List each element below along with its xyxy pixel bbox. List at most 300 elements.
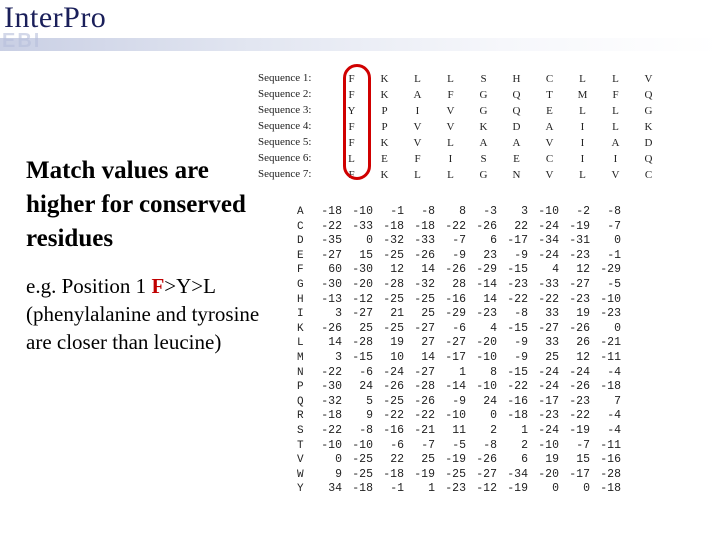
matrix-value: -10	[538, 205, 559, 218]
alignment-residue: C	[545, 153, 554, 165]
alignment-residue: V	[413, 137, 422, 149]
matrix-value: -16	[383, 423, 404, 437]
example-highlight: F	[151, 274, 165, 298]
matrix-value: -9	[452, 394, 466, 408]
matrix-value: -15	[352, 350, 373, 364]
matrix-value: -10	[445, 409, 466, 423]
alignment-residue: Q	[512, 105, 521, 117]
alignment-residue: L	[447, 73, 454, 85]
matrix-value: 28	[452, 277, 466, 291]
matrix-row	[297, 407, 621, 422]
matrix-value: -20	[476, 336, 497, 350]
alignment-residue: Y	[347, 105, 356, 117]
matrix-value: -26	[476, 453, 497, 467]
sequence-label: Sequence 3:	[258, 104, 312, 116]
alignment-residue: A	[545, 121, 554, 133]
matrix-value: -19	[414, 467, 435, 481]
matrix-value: -26	[414, 394, 435, 408]
matrix-row	[297, 451, 621, 466]
matrix-value: 15	[359, 248, 373, 262]
alignment-residue: C	[545, 73, 554, 85]
matrix-row	[297, 378, 621, 393]
alignment-residue: I	[415, 105, 420, 117]
alignment-row	[335, 166, 665, 182]
matrix-value: -22	[507, 380, 528, 394]
matrix-value: -24	[538, 423, 559, 437]
matrix-value: -9	[452, 248, 466, 262]
score-matrix	[297, 203, 621, 495]
interpro-logo: InterPro	[4, 1, 107, 34]
matrix-value: -26	[445, 263, 466, 277]
matrix-value: -8	[514, 307, 528, 321]
alignment-residue: D	[512, 121, 521, 133]
matrix-row	[297, 334, 621, 349]
matrix-row	[297, 261, 621, 276]
alignment-residue: I	[580, 153, 585, 165]
alignment-residue: N	[512, 169, 521, 181]
matrix-value: 3	[521, 205, 528, 218]
matrix-value: -24	[538, 219, 559, 233]
matrix-value: 22	[514, 219, 528, 233]
matrix-value: -1	[607, 248, 621, 262]
matrix-value: -18	[600, 482, 621, 496]
matrix-value: -29	[600, 263, 621, 277]
matrix-value: -25	[352, 467, 373, 481]
sequence-label: Sequence 5:	[258, 136, 312, 148]
matrix-value: -25	[383, 394, 404, 408]
alignment-residue: F	[348, 89, 355, 101]
amino-acid-label: R	[297, 410, 304, 423]
matrix-value: -26	[414, 248, 435, 262]
matrix-value: -25	[383, 248, 404, 262]
matrix-value: 22	[390, 453, 404, 467]
alignment-row	[335, 102, 665, 118]
alignment-residue: L	[612, 121, 619, 133]
matrix-value: -28	[414, 380, 435, 394]
matrix-value: -20	[538, 467, 559, 481]
matrix-value: 0	[335, 453, 342, 467]
amino-acid-label: W	[297, 468, 304, 481]
matrix-value: -22	[445, 219, 466, 233]
matrix-value: -22	[383, 409, 404, 423]
matrix-value: 21	[390, 307, 404, 321]
matrix-value: -11	[600, 350, 621, 364]
alignment-residue: L	[612, 73, 619, 85]
matrix-value: -8	[483, 438, 497, 452]
alignment-residue: V	[611, 169, 620, 181]
alignment-residue: F	[612, 89, 619, 101]
matrix-value: 1	[459, 365, 466, 379]
alignment-residue: L	[447, 169, 454, 181]
matrix-value: -12	[476, 482, 497, 496]
matrix-value: -26	[476, 219, 497, 233]
sequence-alignment	[335, 70, 665, 182]
matrix-value: 9	[335, 467, 342, 481]
matrix-value: 23	[483, 248, 497, 262]
matrix-value: -12	[352, 292, 373, 306]
matrix-value: -21	[414, 423, 435, 437]
alignment-residue: V	[446, 105, 455, 117]
matrix-value: -5	[452, 438, 466, 452]
alignment-residue: L	[447, 137, 454, 149]
matrix-row	[297, 393, 621, 408]
matrix-value: -30	[321, 277, 342, 291]
matrix-value: -32	[383, 234, 404, 248]
matrix-value: -14	[476, 277, 497, 291]
matrix-value: 2	[521, 438, 528, 452]
matrix-value: 0	[583, 482, 590, 496]
matrix-value: -22	[507, 292, 528, 306]
logo-ghost-mark: EBI	[2, 30, 42, 52]
alignment-residue: K	[479, 121, 488, 133]
matrix-row	[297, 437, 621, 452]
matrix-value: -28	[383, 277, 404, 291]
alignment-residue: S	[480, 153, 487, 165]
matrix-value: -18	[321, 205, 342, 218]
matrix-row	[297, 466, 621, 481]
alignment-residue: F	[414, 153, 421, 165]
matrix-value: 5	[366, 394, 373, 408]
matrix-value: -25	[383, 292, 404, 306]
matrix-row	[297, 480, 621, 495]
matrix-row	[297, 232, 621, 247]
matrix-value: 25	[545, 350, 559, 364]
matrix-value: -23	[569, 248, 590, 262]
example-prefix: e.g. Position 1	[26, 274, 152, 298]
matrix-value: 33	[545, 307, 559, 321]
matrix-value: 34	[328, 482, 342, 496]
matrix-value: 19	[390, 336, 404, 350]
alignment-residue: Q	[644, 153, 653, 165]
matrix-value: -27	[352, 307, 373, 321]
alignment-residue: P	[381, 105, 388, 117]
matrix-value: 0	[614, 234, 621, 248]
alignment-residue: G	[479, 105, 488, 117]
matrix-value: -6	[390, 438, 404, 452]
alignment-row	[335, 86, 665, 102]
matrix-value: -9	[514, 248, 528, 262]
matrix-value: 25	[421, 453, 435, 467]
matrix-value: -25	[383, 321, 404, 335]
amino-acid-label: V	[297, 454, 304, 467]
matrix-value: 25	[359, 321, 373, 335]
matrix-row	[297, 349, 621, 364]
sequence-label: Sequence 1:	[258, 72, 312, 84]
alignment-residue: L	[579, 169, 586, 181]
logo-banner	[0, 0, 720, 52]
matrix-value: 9	[366, 409, 373, 423]
matrix-row	[297, 247, 621, 262]
amino-acid-label: Q	[297, 395, 304, 408]
amino-acid-label: K	[297, 322, 304, 335]
alignment-row	[335, 70, 665, 86]
alignment-residue: A	[413, 89, 422, 101]
matrix-value: -25	[414, 292, 435, 306]
matrix-value: -33	[414, 234, 435, 248]
matrix-value: -21	[600, 336, 621, 350]
matrix-value: -10	[352, 438, 373, 452]
matrix-value: 14	[421, 263, 435, 277]
matrix-value: -24	[569, 365, 590, 379]
matrix-value: -16	[507, 394, 528, 408]
matrix-value: -17	[538, 394, 559, 408]
matrix-value: -25	[445, 467, 466, 481]
matrix-value: 0	[614, 321, 621, 335]
matrix-value: 24	[483, 394, 497, 408]
matrix-value: -4	[607, 365, 621, 379]
alignment-residue: G	[479, 89, 488, 101]
matrix-value: -1	[390, 482, 404, 496]
matrix-value: -24	[383, 365, 404, 379]
alignment-residue: L	[612, 105, 619, 117]
example-suffix: >Y>L (phenylalanine and tyrosine are closer than leucine)	[26, 274, 260, 354]
matrix-row	[297, 320, 621, 335]
matrix-value: -33	[538, 277, 559, 291]
amino-acid-label: I	[297, 308, 304, 321]
matrix-value: -23	[569, 394, 590, 408]
alignment-residue: A	[611, 137, 620, 149]
amino-acid-label: L	[297, 337, 304, 350]
amino-acid-label: T	[297, 439, 304, 452]
matrix-value: -1	[390, 205, 404, 218]
matrix-value: -15	[507, 365, 528, 379]
matrix-value: -10	[476, 350, 497, 364]
slide-heading: Match values are higher for conserved residues	[26, 157, 246, 252]
explanation-panel	[26, 154, 281, 356]
amino-acid-label: D	[297, 235, 304, 248]
alignment-residue: V	[545, 169, 554, 181]
matrix-value: -15	[507, 321, 528, 335]
alignment-residue: K	[644, 121, 653, 133]
matrix-value: 8	[490, 365, 497, 379]
matrix-value: -22	[321, 219, 342, 233]
matrix-value: -17	[569, 467, 590, 481]
matrix-value: 10	[390, 350, 404, 364]
matrix-value: -7	[421, 438, 435, 452]
matrix-value: 60	[328, 263, 342, 277]
matrix-value: 24	[359, 380, 373, 394]
matrix-value: 0	[366, 234, 373, 248]
matrix-value: -27	[538, 321, 559, 335]
matrix-value: -25	[352, 453, 373, 467]
matrix-value: 26	[576, 336, 590, 350]
alignment-residue: F	[348, 169, 355, 181]
alignment-residue: H	[512, 73, 521, 85]
matrix-row	[297, 276, 621, 291]
matrix-value: 6	[521, 453, 528, 467]
matrix-value: -32	[321, 394, 342, 408]
matrix-value: 12	[576, 263, 590, 277]
matrix-value: -34	[538, 234, 559, 248]
alignment-residue: L	[579, 73, 586, 85]
matrix-value: -19	[569, 423, 590, 437]
amino-acid-label: P	[297, 381, 304, 394]
matrix-value: -2	[576, 205, 590, 218]
matrix-value: -15	[507, 263, 528, 277]
alignment-residue: M	[577, 89, 588, 101]
matrix-row	[297, 291, 621, 306]
amino-acid-label: E	[297, 249, 304, 262]
matrix-value: 15	[576, 453, 590, 467]
matrix-row	[297, 422, 621, 437]
matrix-value: -24	[538, 248, 559, 262]
matrix-value: 19	[545, 453, 559, 467]
alignment-residue: V	[413, 121, 422, 133]
matrix-value: -24	[538, 380, 559, 394]
amino-acid-label: H	[297, 293, 304, 306]
matrix-value: -34	[507, 467, 528, 481]
matrix-value: 12	[576, 350, 590, 364]
matrix-value: 0	[490, 409, 497, 423]
alignment-residue: I	[613, 153, 618, 165]
matrix-row	[297, 364, 621, 379]
amino-acid-label: S	[297, 424, 304, 437]
matrix-value: -26	[383, 380, 404, 394]
matrix-value: -18	[352, 482, 373, 496]
matrix-value: -10	[538, 438, 559, 452]
matrix-value: -18	[507, 409, 528, 423]
alignment-residue: K	[380, 73, 389, 85]
amino-acid-label: M	[297, 351, 304, 364]
matrix-value: -13	[321, 292, 342, 306]
matrix-value: 4	[552, 263, 559, 277]
matrix-value: -27	[321, 248, 342, 262]
matrix-value: -23	[445, 482, 466, 496]
matrix-value: -19	[445, 453, 466, 467]
alignment-residue: F	[348, 137, 355, 149]
alignment-residue: E	[381, 153, 388, 165]
matrix-value: 27	[421, 336, 435, 350]
matrix-value: -22	[538, 292, 559, 306]
matrix-row	[297, 218, 621, 233]
matrix-value: -23	[538, 409, 559, 423]
matrix-value: -23	[507, 277, 528, 291]
matrix-value: -17	[445, 350, 466, 364]
matrix-value: -20	[352, 277, 373, 291]
matrix-value: 6	[490, 234, 497, 248]
matrix-value: -27	[414, 365, 435, 379]
alignment-residue: V	[644, 73, 653, 85]
matrix-value: -6	[359, 365, 373, 379]
amino-acid-label: F	[297, 264, 304, 277]
alignment-residue: I	[580, 137, 585, 149]
amino-acid-label: Y	[297, 483, 304, 496]
alignment-residue: I	[580, 121, 585, 133]
alignment-residue: A	[512, 137, 521, 149]
alignment-residue: E	[546, 105, 553, 117]
matrix-value: -4	[607, 423, 621, 437]
matrix-value: 4	[490, 321, 497, 335]
logo-band	[0, 38, 720, 51]
matrix-value: 3	[335, 350, 342, 364]
matrix-value: -16	[600, 453, 621, 467]
matrix-value: -22	[321, 365, 342, 379]
matrix-value: -27	[445, 336, 466, 350]
alignment-residue: G	[479, 169, 488, 181]
matrix-value: -22	[414, 409, 435, 423]
matrix-row	[297, 203, 621, 218]
matrix-value: -18	[383, 219, 404, 233]
amino-acid-label: C	[297, 220, 304, 233]
matrix-value: -18	[414, 219, 435, 233]
matrix-value: -9	[514, 336, 528, 350]
sequence-label: Sequence 7:	[258, 168, 312, 180]
matrix-value: -10	[476, 380, 497, 394]
matrix-value: -7	[576, 438, 590, 452]
matrix-value: -14	[445, 380, 466, 394]
matrix-value: -8	[421, 205, 435, 218]
matrix-value: 3	[335, 307, 342, 321]
matrix-value: -7	[607, 219, 621, 233]
matrix-value: -27	[414, 321, 435, 335]
matrix-value: -32	[414, 277, 435, 291]
matrix-value: 14	[421, 350, 435, 364]
alignment-residue: L	[414, 169, 421, 181]
alignment-residue: E	[513, 153, 520, 165]
example-text	[26, 272, 281, 356]
alignment-residue: P	[381, 121, 388, 133]
matrix-value: -18	[383, 467, 404, 481]
matrix-value: 7	[614, 394, 621, 408]
matrix-value: 8	[459, 205, 466, 218]
matrix-value: -27	[476, 467, 497, 481]
matrix-value: -35	[321, 234, 342, 248]
matrix-row	[297, 305, 621, 320]
matrix-value: -26	[321, 321, 342, 335]
alignment-residue: F	[447, 89, 454, 101]
matrix-value: -27	[569, 277, 590, 291]
matrix-value: -23	[600, 307, 621, 321]
matrix-value: 11	[452, 423, 466, 437]
matrix-value: -26	[569, 380, 590, 394]
alignment-residue: F	[348, 73, 355, 85]
amino-acid-label: A	[297, 206, 304, 218]
alignment-residue: I	[448, 153, 453, 165]
alignment-residue: A	[479, 137, 488, 149]
matrix-value: -19	[569, 219, 590, 233]
matrix-value: 0	[552, 482, 559, 496]
sequence-label: Sequence 2:	[258, 88, 312, 100]
matrix-value: -18	[600, 380, 621, 394]
matrix-value: -22	[569, 409, 590, 423]
alignment-residue: Q	[644, 89, 653, 101]
matrix-value: -29	[445, 307, 466, 321]
matrix-value: -30	[321, 380, 342, 394]
sequence-label: Sequence 4:	[258, 120, 312, 132]
matrix-value: -30	[352, 263, 373, 277]
matrix-value: -26	[569, 321, 590, 335]
matrix-value: 25	[421, 307, 435, 321]
alignment-residue: T	[546, 89, 553, 101]
alignment-residue: L	[348, 153, 355, 165]
sequence-label: Sequence 6:	[258, 152, 312, 164]
matrix-value: -8	[359, 423, 373, 437]
alignment-residue: K	[380, 169, 389, 181]
matrix-value: -10	[321, 438, 342, 452]
matrix-value: -24	[538, 365, 559, 379]
sequence-labels	[258, 70, 322, 182]
matrix-value: -29	[476, 263, 497, 277]
alignment-residue: F	[348, 121, 355, 133]
matrix-value: -28	[352, 336, 373, 350]
matrix-value: 33	[545, 336, 559, 350]
matrix-value: 2	[490, 423, 497, 437]
matrix-value: -8	[607, 205, 621, 218]
matrix-value: 19	[576, 307, 590, 321]
amino-acid-label: G	[297, 278, 304, 291]
matrix-value: -7	[452, 234, 466, 248]
position-1-highlight-oval	[343, 64, 371, 180]
